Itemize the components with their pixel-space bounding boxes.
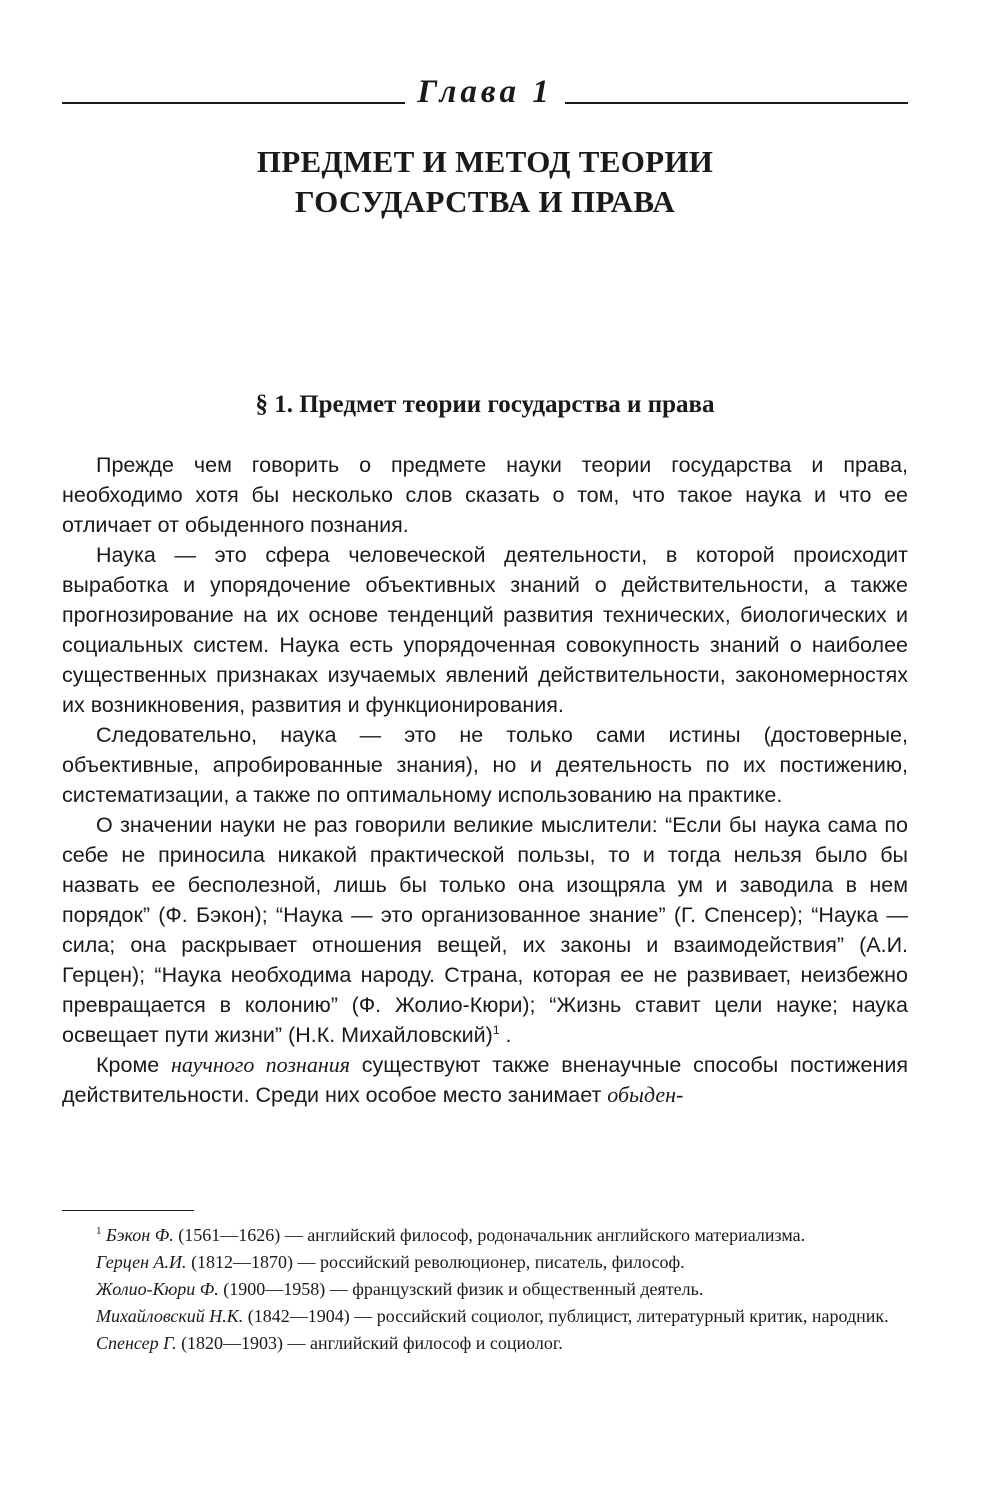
footnote-2-name: Герцен А.И. <box>96 1252 187 1272</box>
body-text <box>62 450 908 1110</box>
footnote-2-text: (1812—1870) — российский революционер, писатель, философ. <box>186 1252 685 1272</box>
header-rule-left <box>62 102 405 104</box>
footnote-5 <box>62 1330 908 1357</box>
chapter-header <box>62 72 908 112</box>
footnote-5-text: (1820—1903) — английский философ и социолог. <box>176 1333 563 1353</box>
chapter-title-line-1: ПРЕДМЕТ И МЕТОД ТЕОРИИ <box>256 144 714 179</box>
header-rule-right <box>565 102 908 104</box>
paragraph-4-end: . <box>499 1023 512 1047</box>
paragraph-4-text: О значении науки не раз говорили великие мыслители: “Если бы наука сама по себе не приносила никакой практической пользы, то и тогда нельзя было бы назвать ее бесполезной, лишь бы только она изощряла ум и заводила в нем порядок” (Ф. Бэкон); “Наука — это организованное знание” (Г. Спенсер); “Наука — сила; она раскрывает отношения вещей, их законы и взаимодействия” (А.И. Герцен); “Наука необходима народу. Страна, которая ее не развивает, неизбежно превращается в колонию” (Ф. Жолио-Кюри); “Жизнь ставит цели науке; наука освещает пути жизни” (Н.К. Михайловский) <box>62 813 908 1047</box>
footnotes <box>62 1222 908 1357</box>
paragraph-5 <box>62 1050 908 1110</box>
chapter-title <box>62 142 908 222</box>
paragraph-5-start: Кроме <box>96 1053 171 1077</box>
paragraph-3: Следовательно, наука — это не только сами истины (достоверные, объективные, апробированные знания), но и деятельность по их постижению, систематизации, а также по оптимальному использованию на практике. <box>62 723 908 807</box>
paragraph-5-emphasis-2: обыден- <box>607 1082 684 1107</box>
footnote-3 <box>62 1276 908 1303</box>
paragraph-5-emphasis-1: научного познания <box>170 1052 350 1077</box>
footnote-4 <box>62 1303 908 1330</box>
chapter-label: Глава 1 <box>417 74 553 110</box>
footnote-1-name: Бэкон Ф. <box>106 1225 174 1245</box>
chapter-title-line-2: ГОСУДАРСТВА И ПРАВА <box>294 184 676 219</box>
footnote-1 <box>62 1222 908 1249</box>
footnote-3-name: Жолио-Кюри Ф. <box>96 1279 219 1299</box>
paragraph-5-middle: существуют также вненаучные способы постижения действительности. Среди них особое место занимает <box>62 1053 909 1107</box>
footnote-1-text: (1561—1626) — английский философ, родоначальник английского материализма. <box>173 1225 806 1245</box>
footnote-4-name: Михайловский Н.К. <box>96 1306 244 1326</box>
paragraph-2: Наука — это сфера человеческой деятельности, в которой происходит выработка и упорядочение объективных знаний о действительности, а также прогнозирование на их основе тенденций развития технических, биологических и социальных систем. Наука есть упорядоченная совокупность знаний о наиболее существенных признаках изучаемых явлений действительности, закономерностях их возникновения, развития и функционирования. <box>62 543 908 717</box>
paragraph-1: Прежде чем говорить о предмете науки теории государства и права, необходимо хотя бы несколько слов сказать о том, что такое наука и что ее отличает от обыденного познания. <box>62 453 908 537</box>
footnote-5-name: Спенсер Г. <box>96 1333 177 1353</box>
paragraph-4 <box>62 810 908 1050</box>
footnote-mark: 1 <box>96 1225 102 1237</box>
footnote-3-text: (1900—1958) — французский физик и общественный деятель. <box>218 1279 704 1299</box>
footnote-reference[interactable]: 1 <box>492 1022 500 1037</box>
footnote-4-text: (1842—1904) — российский социолог, публицист, литературный критик, народник. <box>243 1306 889 1326</box>
footnote-2 <box>62 1249 908 1276</box>
footnote-divider <box>62 1210 194 1211</box>
section-heading: § 1. Предмет теории государства и права <box>255 391 715 418</box>
